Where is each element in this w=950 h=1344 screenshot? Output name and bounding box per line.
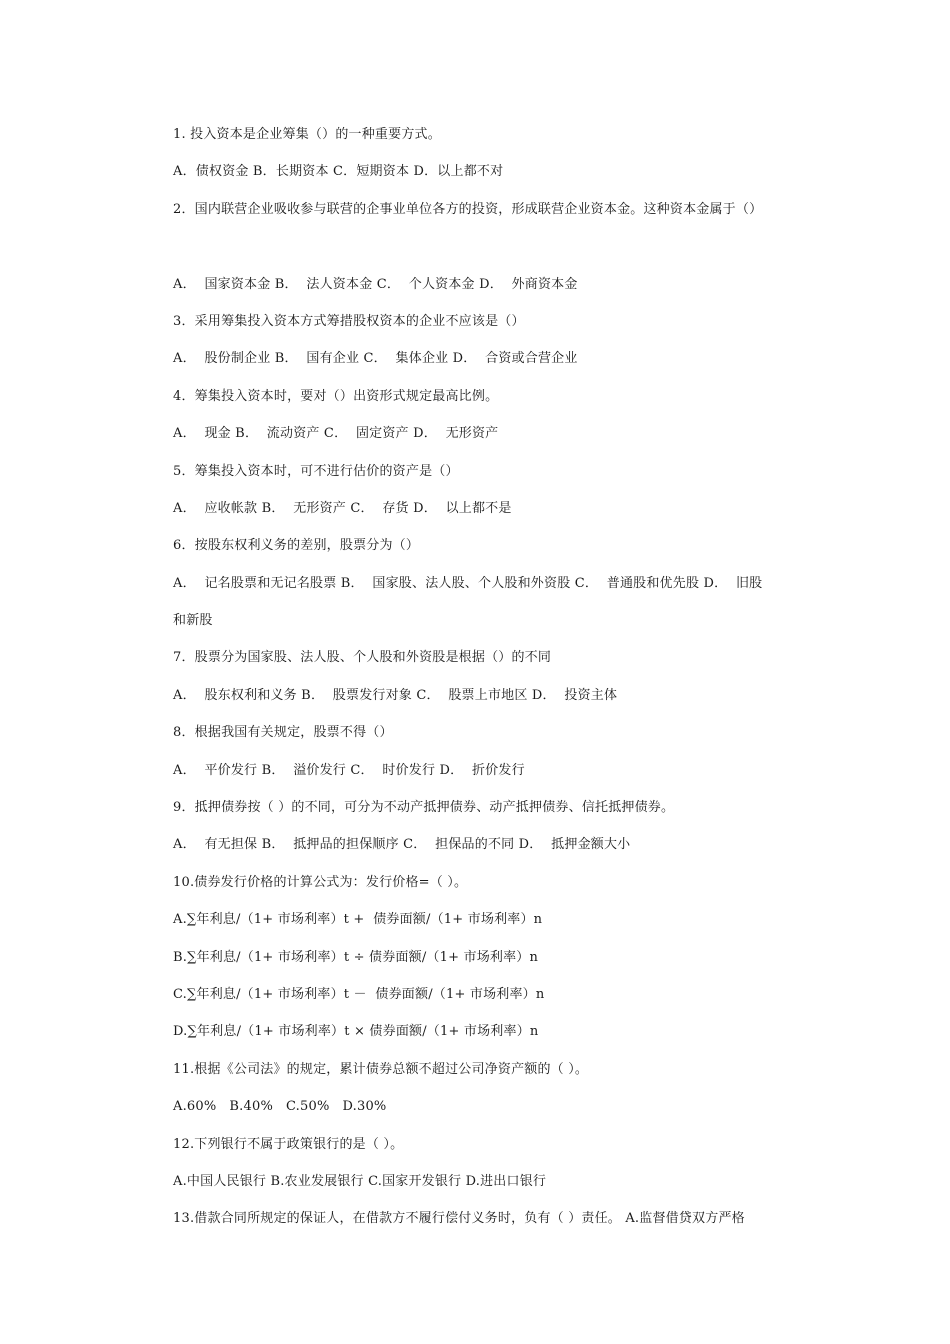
question-11: 11.根据《公司法》的规定，累计债券总额不超过公司净资产额的（ ）。	[173, 1061, 589, 1077]
question-4-options: A． 现金 B． 流动资产 C． 固定资产 D． 无形资产	[173, 426, 499, 442]
question-10-option-b: B.∑年利息/（1+ 市场利率）t ÷ 债券面额/（1+ 市场利率）n	[173, 949, 539, 965]
question-10-option-a: A.∑年利息/（1+ 市场利率）t + 债券面额/（1+ 市场利率）n	[173, 912, 543, 928]
question-5: 5．筹集投入资本时，可不进行估价的资产是（）	[173, 463, 459, 479]
question-10: 10.债券发行价格的计算公式为：发行价格=（ ）。	[173, 874, 468, 890]
document-body	[173, 124, 813, 1246]
question-8-options: A． 平价发行 B． 溢价发行 C． 时价发行 D． 折价发行	[173, 762, 525, 778]
question-5-options: A． 应收帐款 B． 无形资产 C． 存货 D． 以上都不是	[173, 500, 512, 516]
question-12: 12.下列银行不属于政策银行的是（ ）。	[173, 1136, 404, 1152]
question-12-options: A.中国人民银行 B.农业发展银行 C.国家开发银行 D.进出口银行	[173, 1173, 547, 1189]
question-1: 1. 投入资本是企业筹集（）的一种重要方式。	[173, 127, 441, 142]
question-7-options: A． 股东权利和义务 B． 股票发行对象 C． 股票上市地区 D． 投资主体	[173, 687, 618, 703]
question-3: 3．采用筹集投入资本方式筹措股权资本的企业不应该是（）	[173, 313, 525, 329]
question-6-options: A． 记名股票和无记名股票 B． 国家股、法人股、个人股和外资股 C． 普通股和优先股 D． 旧股	[173, 575, 763, 591]
question-10-option-d: D.∑年利息/（1+ 市场利率）t × 债券面额/（1+ 市场利率）n	[173, 1024, 539, 1040]
question-10-option-c: C.∑年利息/（1+ 市场利率）t － 债券面额/（1+ 市场利率）n	[173, 987, 545, 1002]
question-9-options: A． 有无担保 B． 抵押品的担保顺序 C． 担保品的不同 D． 抵押金额大小	[173, 837, 631, 853]
question-11-options: A.60% B.40% C.50% D.30%	[173, 1099, 387, 1115]
question-8: 8．根据我国有关规定，股票不得（）	[173, 725, 393, 741]
question-7: 7．股票分为国家股、法人股、个人股和外资股是根据（）的不同	[173, 650, 552, 666]
question-13: 13.借款合同所规定的保证人，在借款方不履行偿付义务时，负有（ ）责任。 A.监督借贷双方严格	[173, 1211, 745, 1227]
question-6-options-continued: 和新股	[173, 613, 213, 629]
question-6: 6．按股东权利义务的差别，股票分为（）	[173, 538, 420, 554]
question-2-options: A． 国家资本金 B． 法人资本金 C． 个人资本金 D． 外商资本金	[173, 276, 578, 292]
question-9: 9．抵押债券按（ ）的不同，可分为不动产抵押债券、动产抵押债券、信托抵押债券。	[173, 800, 675, 816]
question-3-options: A． 股份制企业 B． 国有企业 C． 集体企业 D． 合资或合营企业	[173, 351, 578, 367]
question-2: 2．国内联营企业吸收参与联营的企事业单位各方的投资，形成联营企业资本金。这种资本金属于（）	[173, 201, 763, 217]
question-4: 4．筹集投入资本时，要对（）出资形式规定最高比例。	[173, 388, 499, 404]
question-1-options: A．债权资金 B．长期资本 C．短期资本 D．以上都不对	[173, 164, 504, 180]
